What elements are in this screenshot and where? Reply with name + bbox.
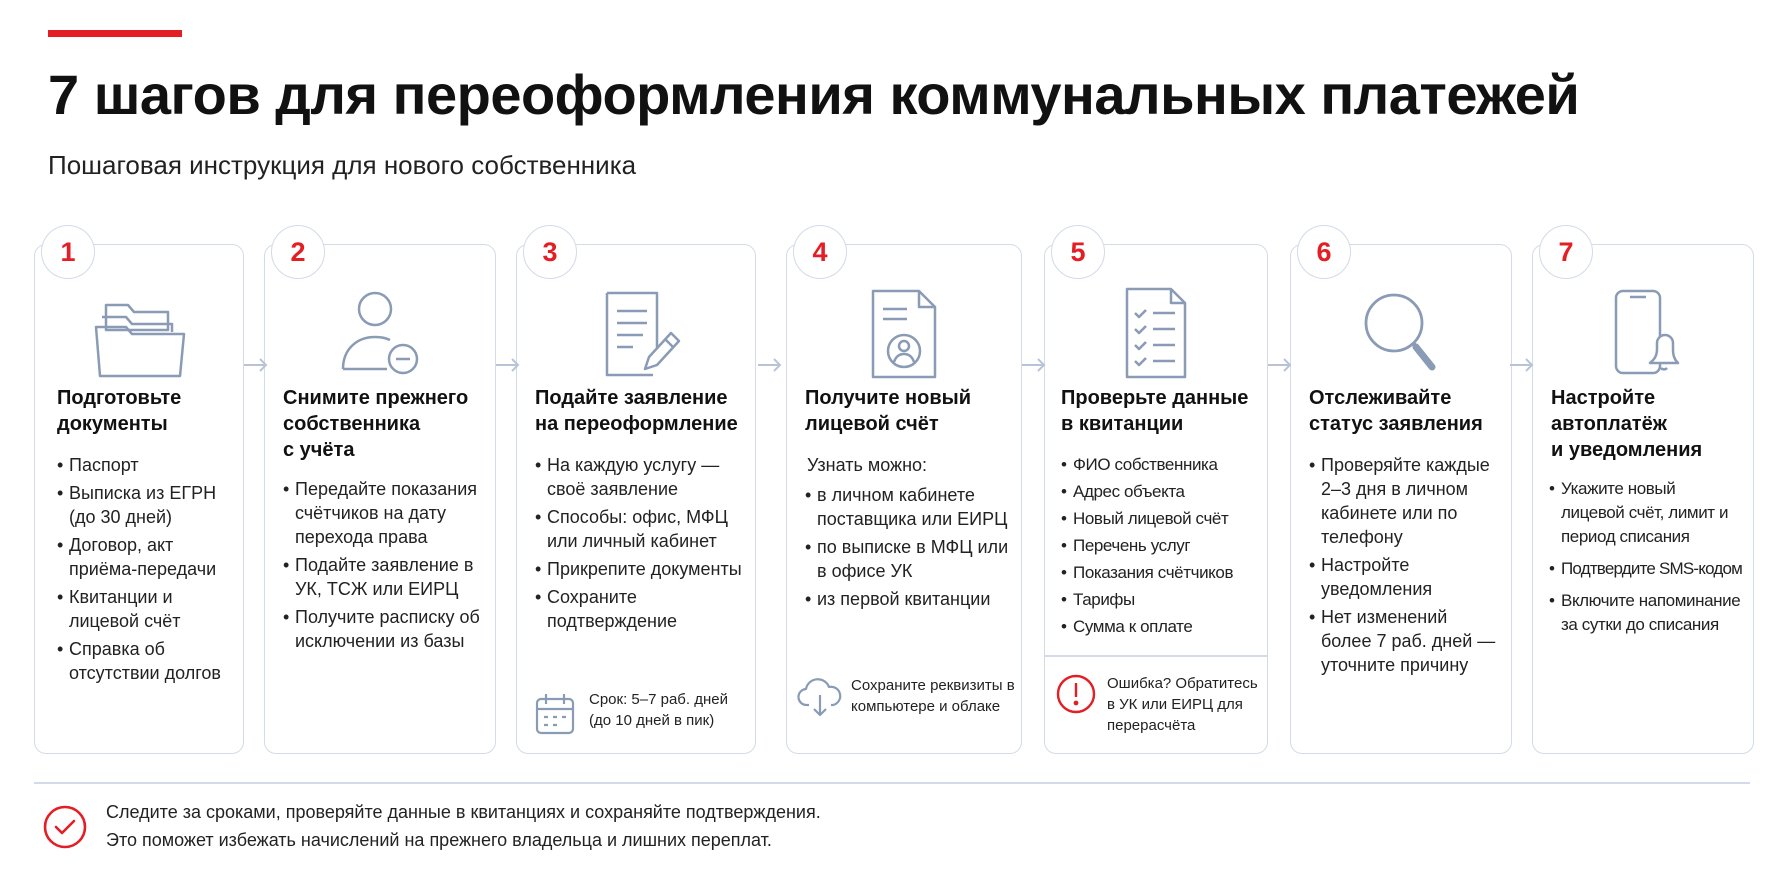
check-circle-icon (42, 804, 88, 850)
footer-text (106, 798, 821, 854)
list-item: • Прикрепите документы (535, 557, 745, 581)
step-title: Подготовьте документы (57, 387, 182, 435)
step-card-5 (1044, 236, 1268, 754)
list-item: • Проверяйте каждые 2–3 дня в личном кабинете или по телефону (1309, 453, 1501, 549)
list-item: • Квитанции и лицевой счёт (57, 585, 233, 633)
list-item: • Выписка из ЕГРН (до 30 дней) (57, 481, 233, 529)
page-title: 7 шагов для переоформления коммунальных платежей (48, 63, 1580, 126)
accent-bar (48, 30, 182, 37)
note-text: Ошибка? Обратитесь в УК или ЕИРЦ для перерасчёта (1107, 675, 1258, 734)
step-number: 1 (41, 225, 95, 279)
step-items (1309, 453, 1501, 681)
arrow-right-icon (1020, 356, 1048, 374)
page-subtitle: Пошаговая инструкция для нового собственника (48, 150, 637, 180)
note-text: Срок: 5–7 раб. дней (до 10 дней в пик) (589, 691, 728, 729)
list-item: • Включите напоминание за сутки до списания (1549, 589, 1743, 637)
note-divider (1045, 655, 1267, 657)
step-number: 5 (1051, 225, 1105, 279)
step-items (1061, 453, 1257, 642)
step-items (535, 453, 745, 637)
step-title: Проверьте данные в квитанции (1061, 387, 1249, 435)
step-number: 6 (1297, 225, 1351, 279)
step-note (533, 689, 749, 737)
step-items (57, 453, 233, 689)
list-item: • в личном кабинете поставщика или ЕИРЦ (805, 483, 1011, 531)
step-card-3 (516, 236, 756, 754)
footer-line: Это поможет избежать начислений на прежнего владельца и лишних переплат. (106, 830, 772, 850)
step-title: Подайте заявление на переоформление (535, 387, 738, 435)
step-title: Получите новый лицевой счёт (805, 387, 972, 435)
list-item: • Паспорт (57, 453, 233, 477)
list-item: • Сумма к оплате (1061, 615, 1257, 639)
step-note (797, 675, 1017, 719)
list-item: • из первой квитанции (805, 587, 1011, 611)
arrow-right-icon (756, 356, 784, 374)
magnifier-icon (1291, 283, 1511, 383)
list-item: • Новый лицевой счёт (1061, 507, 1257, 531)
list-item: • Нет изменений более 7 раб. дней — уточните причину (1309, 605, 1501, 677)
phone-bell-icon (1533, 283, 1753, 383)
footer-line: Следите за сроками, проверяйте данные в квитанциях и сохраняйте подтверждения. (106, 802, 821, 822)
step-card-6 (1290, 236, 1512, 754)
document-edit-icon (517, 283, 755, 383)
step-card-2 (264, 236, 496, 754)
list-item: • ФИО собственника (1061, 453, 1257, 477)
note-text: Сохраните реквизиты в компьютере и облаке (851, 677, 1015, 715)
calendar-icon (533, 691, 577, 737)
step-card-1 (34, 236, 244, 754)
list-item: • Подайте заявление в УК, ТСЖ или ЕИРЦ (283, 553, 485, 601)
list-item: • Договор, акт приёма-передачи (57, 533, 233, 581)
list-item: • Показания счётчиков (1061, 561, 1257, 585)
list-item: • На каждую услугу — своё заявление (535, 453, 745, 501)
step-number: 4 (793, 225, 847, 279)
list-item: • Настройте уведомления (1309, 553, 1501, 601)
alert-icon (1055, 673, 1097, 715)
list-item: • Укажите новый лицевой счёт, лимит и период списания (1549, 477, 1743, 549)
arrow-right-icon (242, 356, 270, 374)
user-remove-icon (265, 283, 495, 383)
step-card-7 (1532, 236, 1754, 754)
list-item: • Подтвердите SMS-кодом (1549, 557, 1743, 581)
folder-icon (35, 283, 243, 383)
arrow-right-icon (1266, 356, 1294, 374)
step-items (1549, 477, 1743, 641)
list-item: • Справка об отсутствии долгов (57, 637, 233, 685)
step-lead: Узнать можно: (807, 455, 928, 475)
step-note (1055, 673, 1265, 736)
step-title: Снимите прежнего собственника с учёта (283, 387, 469, 461)
list-item: • по выписке в МФЦ или в офисе УК (805, 535, 1011, 583)
list-item: • Передайте показания счётчиков на дату перехода права (283, 477, 485, 549)
footer-divider (34, 782, 1750, 784)
step-card-4 (786, 236, 1022, 754)
list-item: • Получите расписку об исключении из базы (283, 605, 485, 653)
step-number: 7 (1539, 225, 1593, 279)
list-item: • Тарифы (1061, 588, 1257, 612)
step-items (283, 477, 485, 657)
list-item: • Сохраните подтверждение (535, 585, 745, 633)
step-title: Отслеживайте статус заявления (1309, 387, 1483, 435)
step-number: 3 (523, 225, 577, 279)
step-number: 2 (271, 225, 325, 279)
checklist-icon (1045, 283, 1267, 383)
arrow-right-icon (1508, 356, 1536, 374)
arrow-right-icon (494, 356, 522, 374)
list-item: • Способы: офис, МФЦ или личный кабинет (535, 505, 745, 553)
step-items (805, 483, 1011, 615)
document-user-icon (787, 283, 1021, 383)
cloud-download-icon (797, 677, 843, 719)
step-title: Настройте автоплатёж и уведомления (1551, 387, 1703, 461)
list-item: • Перечень услуг (1061, 534, 1257, 558)
list-item: • Адрес объекта (1061, 480, 1257, 504)
